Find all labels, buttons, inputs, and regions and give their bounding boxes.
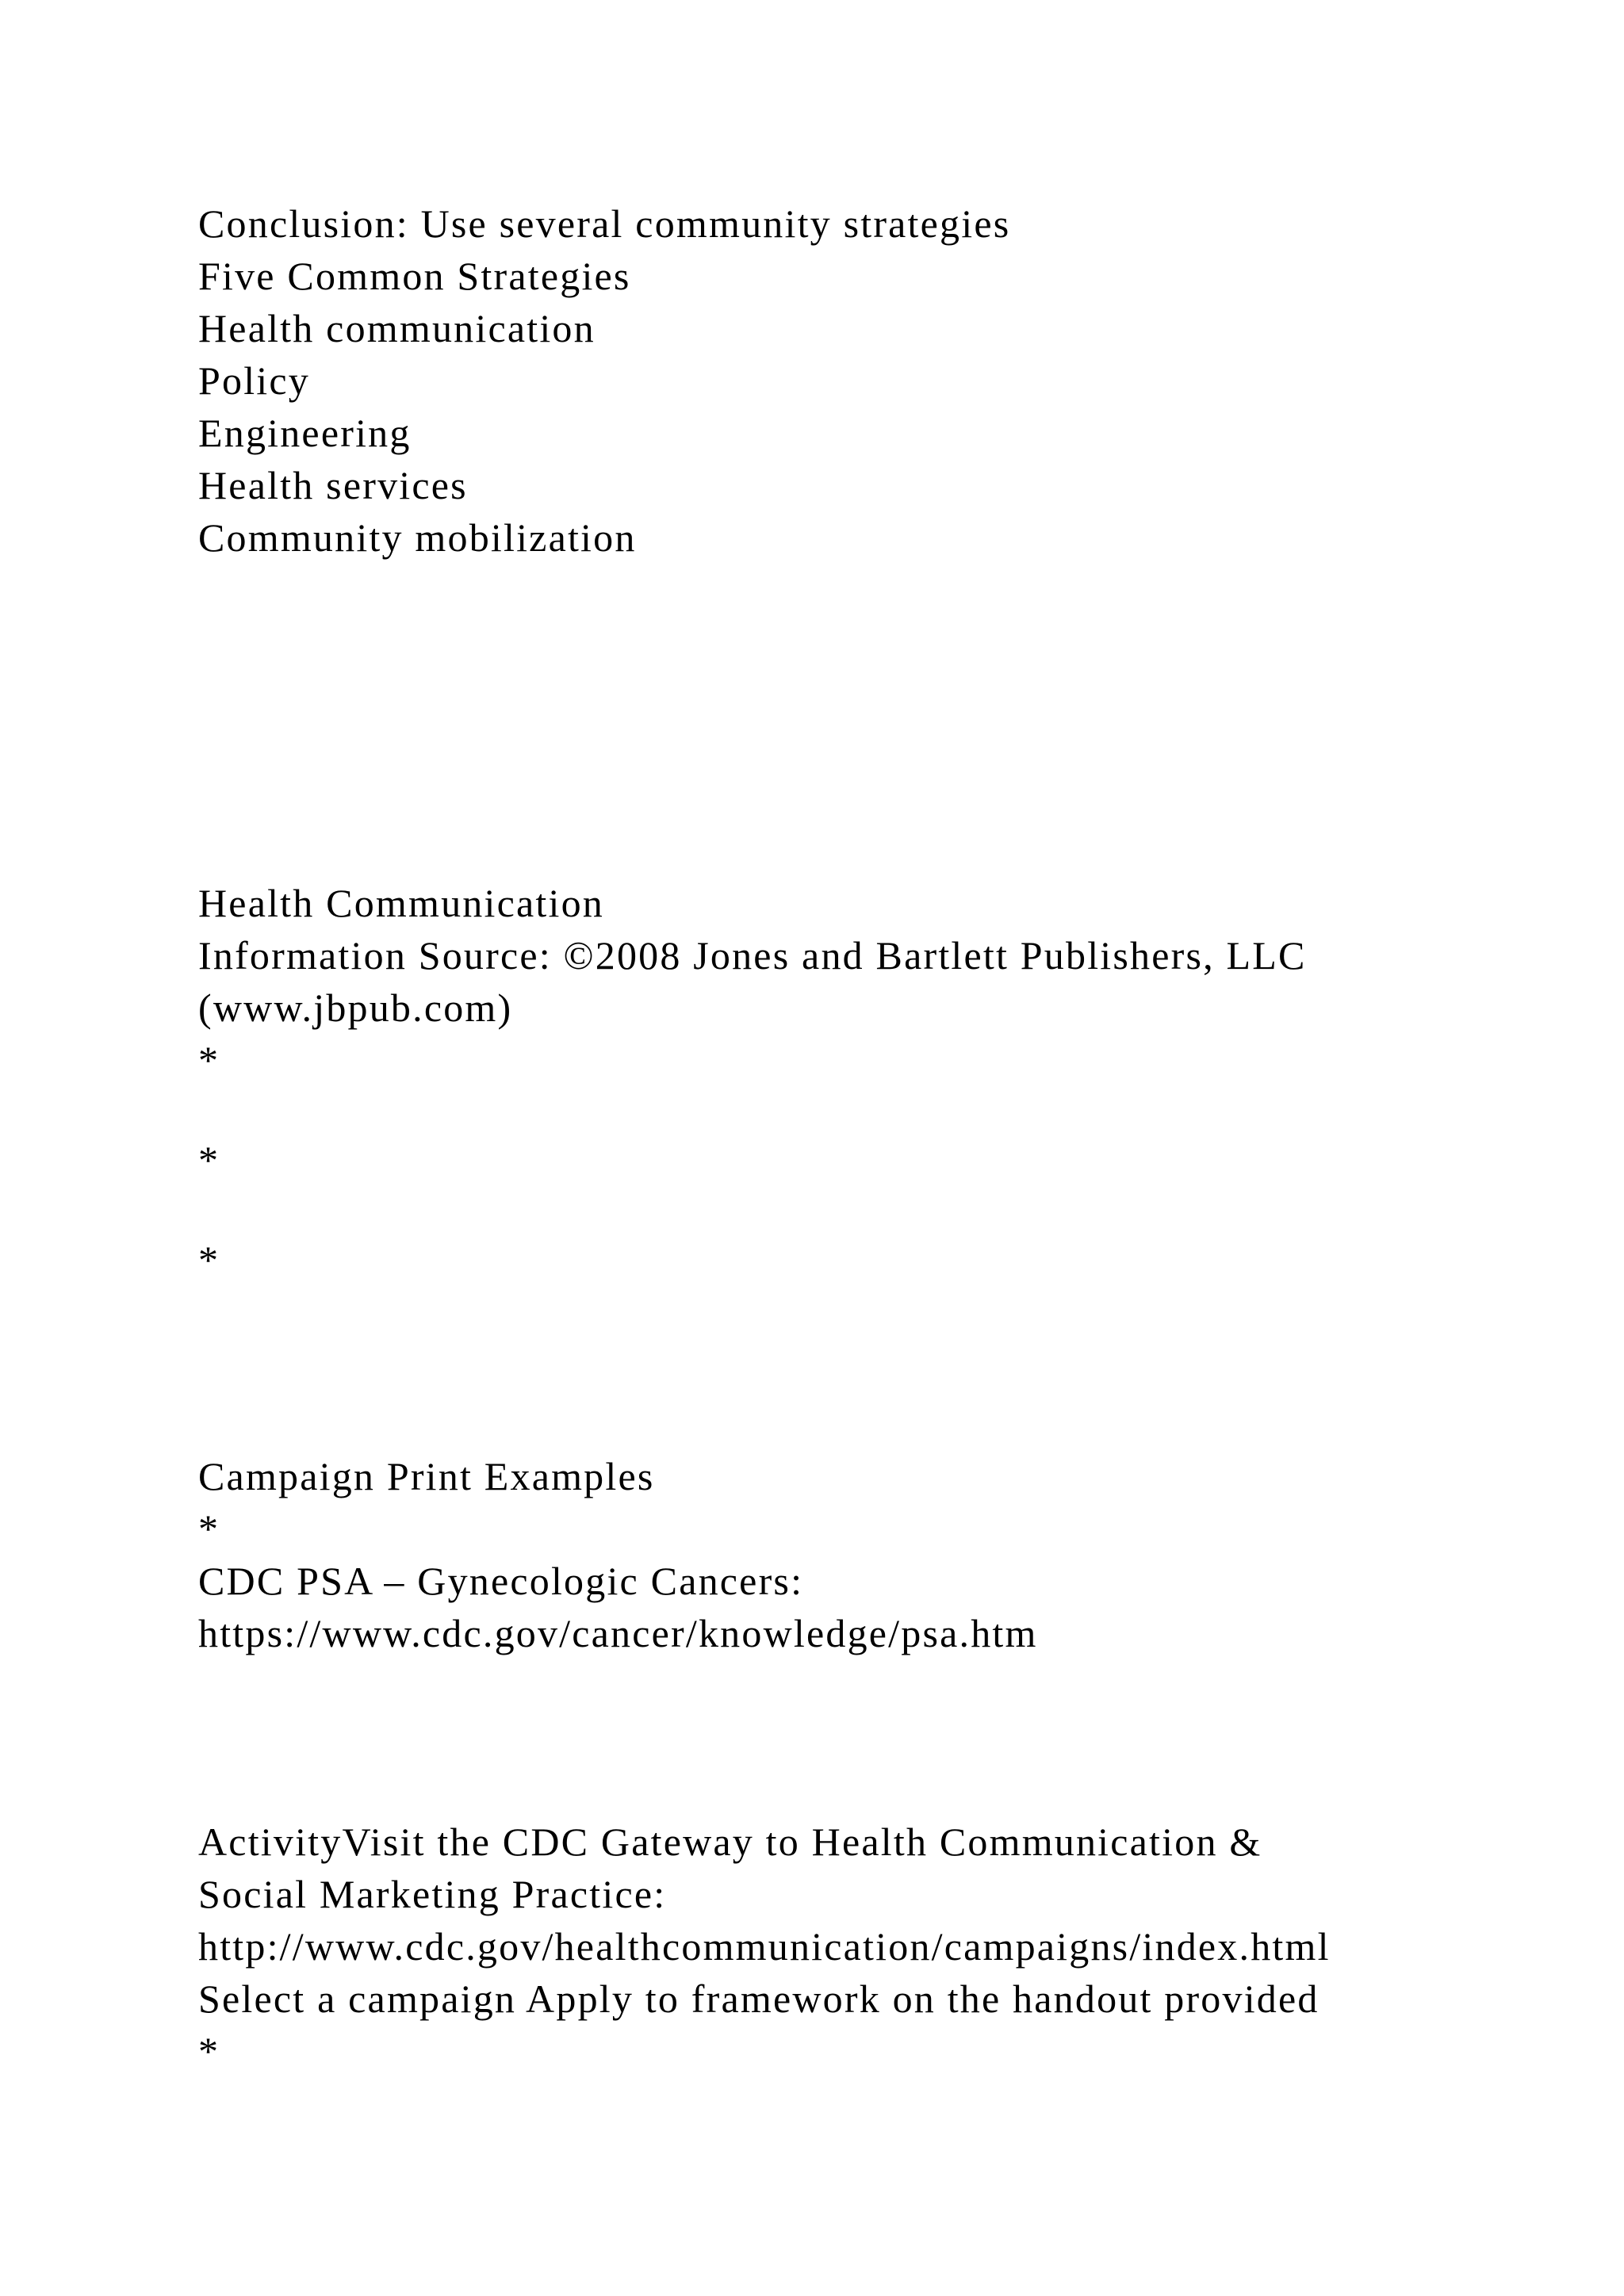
- activity-heading-continued: Social Marketing Practice:: [198, 1872, 667, 1916]
- strategy-item: Community mobilization: [198, 515, 637, 560]
- asterisk-marker: *: [198, 1238, 220, 1282]
- asterisk-marker: *: [198, 2029, 220, 2073]
- slide-title-health-communication: Health Communication: [198, 881, 604, 925]
- activity-instruction: Select a campaign Apply to framework on the handout provided: [198, 1976, 1320, 2021]
- strategy-item: Engineering: [198, 411, 412, 455]
- strategy-item: Health communication: [198, 306, 596, 350]
- information-source-url: (www.jbpub.com): [198, 985, 513, 1030]
- psa-url: https://www.cdc.gov/cancer/knowledge/psa.htm: [198, 1611, 1038, 1655]
- strategy-item: Health services: [198, 463, 468, 507]
- asterisk-marker: *: [198, 1138, 220, 1182]
- asterisk-marker: *: [198, 1506, 220, 1551]
- asterisk-marker: *: [198, 1038, 220, 1082]
- slide-title-conclusion: Conclusion: Use several community strategies: [198, 201, 1011, 246]
- strategy-item: Policy: [198, 358, 310, 403]
- slide-title-campaign-print: Campaign Print Examples: [198, 1454, 655, 1498]
- subheading-five-strategies: Five Common Strategies: [198, 254, 631, 298]
- psa-title: CDC PSA – Gynecologic Cancers:: [198, 1559, 804, 1603]
- activity-url: http://www.cdc.gov/healthcommunication/campaigns/index.html: [198, 1924, 1331, 1969]
- activity-heading: ActivityVisit the CDC Gateway to Health Communication &: [198, 1820, 1262, 1864]
- information-source-text: Information Source: ©2008 Jones and Bartlett Publishers, LLC: [198, 933, 1307, 978]
